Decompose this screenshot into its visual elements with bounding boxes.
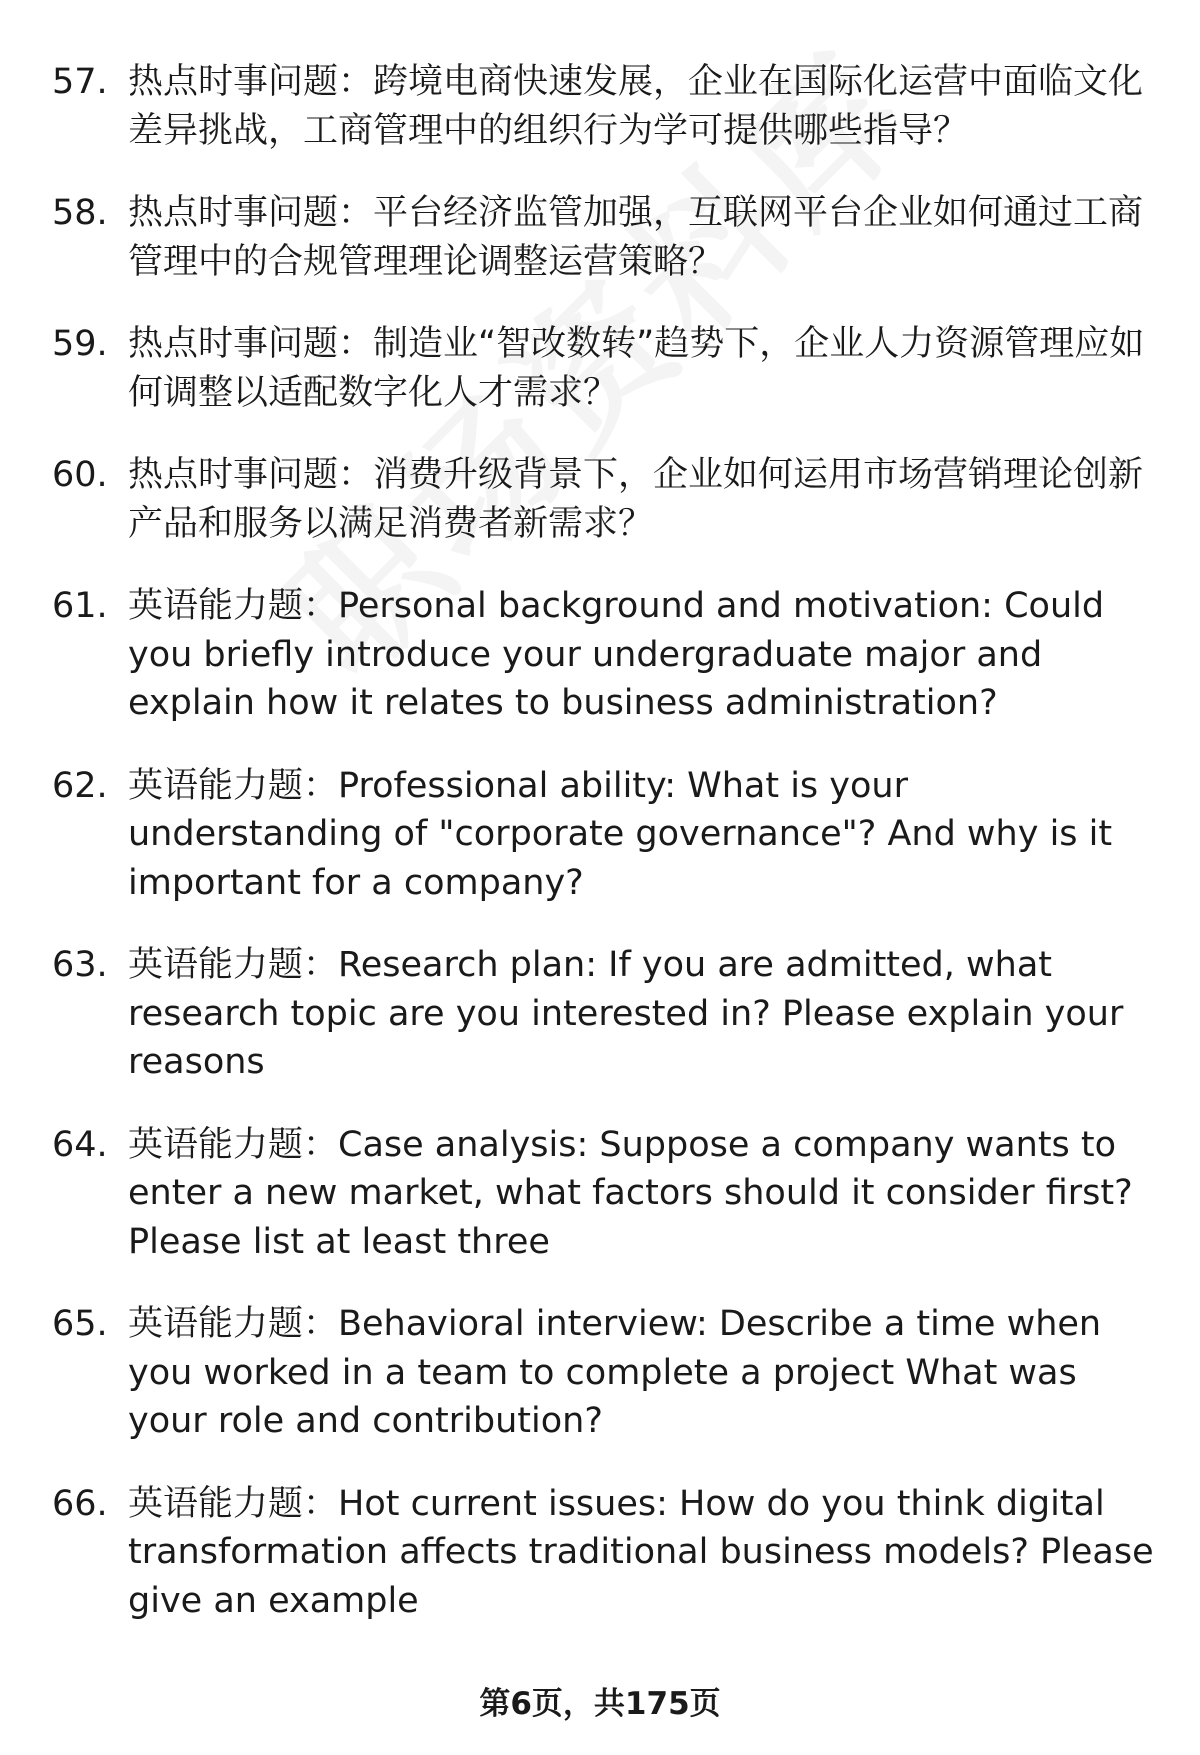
question-list — [52, 58, 1162, 1659]
question-number: 59. — [52, 324, 108, 364]
list-item — [52, 451, 1162, 548]
list-item — [52, 58, 1162, 155]
question-text: 热点时事问题：平台经济监管加强，互联网平台企业如何通过工商管理中的合规管理理论调整运营策略？ — [128, 193, 1144, 282]
question-number: 64. — [52, 1124, 108, 1165]
question-number: 63. — [52, 945, 108, 985]
list-item — [52, 1121, 1162, 1267]
page-number: 第6页，共175页 — [479, 1686, 721, 1722]
question-number: 60. — [52, 455, 108, 495]
question-text: 英语能力题：Case analysis: Suppose a company wants to enter a new market, what factors should it consider first? Please list at least three — [128, 1124, 1133, 1262]
question-text: 英语能力题：Personal background and motivation: Could you briefly introduce your undergraduate major and explain how it relates to business administration? — [128, 586, 1105, 723]
question-number: 62. — [52, 765, 108, 806]
question-text: 热点时事问题：跨境电商快速发展，企业在国际化运营中面临文化差异挑战，工商管理中的组织行为学可提供哪些指导？ — [128, 62, 1144, 151]
question-number: 57. — [52, 62, 108, 102]
question-text: 英语能力题：Research plan: If you are admitted, what research topic are you interested in? Please explain your reasons — [128, 945, 1124, 1082]
list-item — [52, 1480, 1162, 1626]
list-item — [52, 320, 1162, 417]
question-text: 热点时事问题：制造业“智改数转”趋势下，企业人力资源管理应如何调整以适配数字化人才需求？ — [128, 324, 1145, 413]
question-text: 热点时事问题：消费升级背景下，企业如何运用市场营销理论创新产品和服务以满足消费者新需求？ — [128, 455, 1144, 544]
list-item — [52, 189, 1162, 286]
question-number: 65. — [52, 1304, 108, 1344]
list-item — [52, 1300, 1162, 1446]
list-item — [52, 582, 1162, 728]
question-number: 61. — [52, 586, 108, 626]
question-text: 英语能力题：Behavioral interview: Describe a time when you worked in a team to complete a project What was your role and contribution? — [128, 1304, 1102, 1441]
question-text: 英语能力题：Hot current issues: How do you think digital transformation affects traditional business models? Please give an example — [128, 1483, 1154, 1621]
question-number: 58. — [52, 193, 108, 233]
list-item — [52, 762, 1162, 908]
question-text: 英语能力题：Professional ability: What is your understanding of "corporate governance"? And why is it important for a company? — [128, 765, 1113, 903]
list-item — [52, 941, 1162, 1087]
question-number: 66. — [52, 1483, 108, 1524]
